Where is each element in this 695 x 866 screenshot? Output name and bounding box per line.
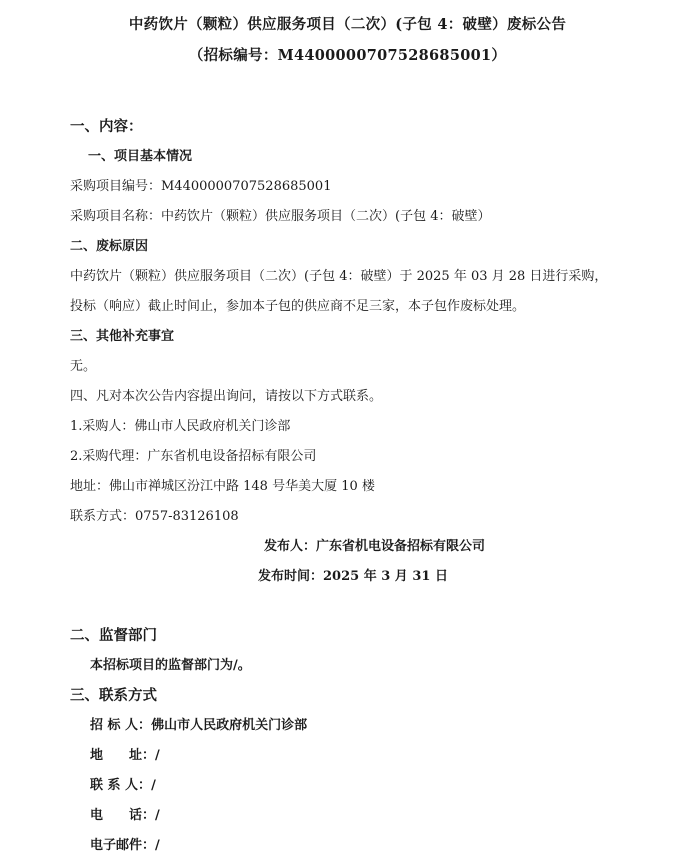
phone-line: 联系方式：0757-83126108 xyxy=(70,509,239,524)
reason-text-line2: 投标（响应）截止时间止，参加本子包的供应商不足三家，本子包作废标处理。 xyxy=(70,299,526,314)
project-number: 采购项目编号：M4400000707528685001 xyxy=(70,179,332,194)
contact-address-row xyxy=(90,748,160,764)
project-name: 采购项目名称：中药饮片（颗粒）供应服务项目（二次）(子包 4：破壁） xyxy=(70,209,491,224)
contact-email-value: / xyxy=(155,838,160,853)
contact-phone-value: / xyxy=(155,808,160,823)
contact-tenderer-value: 佛山市人民政府机关门诊部 xyxy=(151,718,308,733)
contact-tenderer-label: 招 标 人： xyxy=(90,718,152,733)
other-matters-text: 无。 xyxy=(70,359,97,374)
other-matters-heading: 三、其他补充事宜 xyxy=(70,329,175,344)
supervision-heading: 二、监督部门 xyxy=(70,627,157,644)
publish-time-line: 发布时间：2025 年 3 月 31 日 xyxy=(258,569,448,584)
contact-heading: 三、联系方式 xyxy=(70,687,157,704)
basic-info-heading: 一、项目基本情况 xyxy=(88,149,193,164)
contact-phone-label: 电 话： xyxy=(90,808,156,823)
reason-heading: 二、废标原因 xyxy=(70,239,149,254)
purchaser-line: 1.采购人：佛山市人民政府机关门诊部 xyxy=(70,419,291,434)
contact-person-value: / xyxy=(151,778,156,793)
contact-email-row xyxy=(90,838,160,854)
contact-email-label: 电子邮件： xyxy=(90,838,156,853)
contact-person-row xyxy=(90,778,156,794)
contact-phone-row xyxy=(90,808,160,824)
contact-tenderer-row xyxy=(90,718,307,734)
agent-line: 2.采购代理：广东省机电设备招标有限公司 xyxy=(70,449,317,464)
address-line: 地址：佛山市禅城区汾江中路 148 号华美大厦 10 楼 xyxy=(70,479,375,494)
contact-address-label: 地 址： xyxy=(90,748,156,763)
publisher-line: 发布人：广东省机电设备招标有限公司 xyxy=(264,539,486,554)
content-heading: 一、内容： xyxy=(70,118,143,135)
notice-title: 中药饮片（颗粒）供应服务项目（二次）(子包 4：破壁）废标公告 xyxy=(128,16,567,33)
inquiry-text: 四、凡对本次公告内容提出询问，请按以下方式联系。 xyxy=(70,389,383,404)
supervision-text: 本招标项目的监督部门为/。 xyxy=(90,658,251,673)
reason-text-line1: 中药饮片（颗粒）供应服务项目（二次）(子包 4：破壁）于 2025 年 03 月 28 日进行采购， xyxy=(70,269,608,284)
contact-address-value: / xyxy=(155,748,160,763)
contact-person-label: 联 系 人： xyxy=(90,778,152,793)
tender-number-subtitle: （招标编号：M4400000707528685001） xyxy=(188,47,507,64)
